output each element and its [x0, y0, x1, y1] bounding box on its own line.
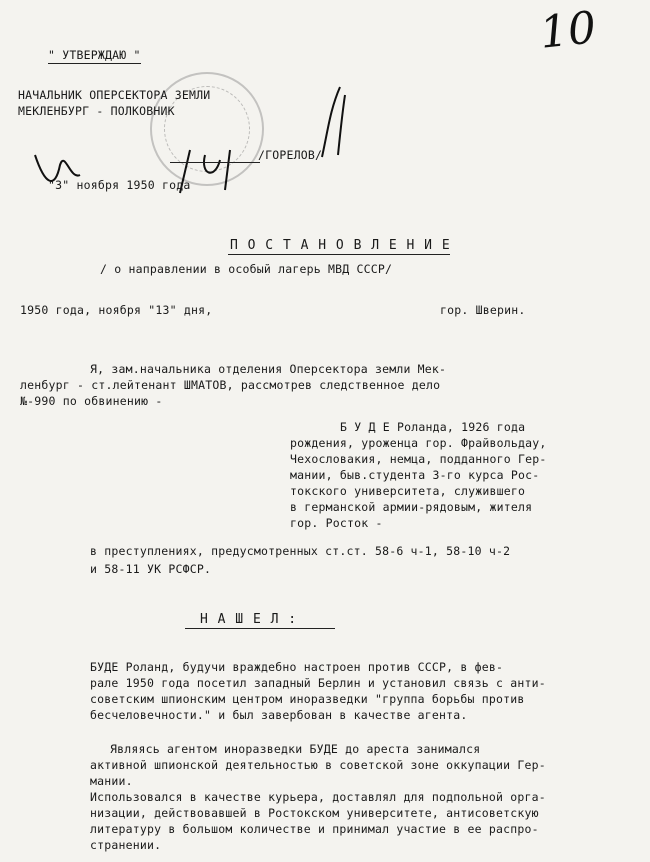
- title-underline: [228, 254, 450, 255]
- approver-line-2: МЕКЛЕНБУРГ - ПОЛКОВНИК: [18, 104, 175, 118]
- paragraph1-line-2: рале 1950 года посетил западный Берлин и установил связь с анти-: [90, 676, 546, 690]
- accused-line-7: гор. Росток -: [290, 516, 383, 530]
- approver-line-1: НАЧАЛЬНИК ОПЕРСЕКТОРА ЗЕМЛИ: [18, 88, 211, 102]
- paragraph2-line-4: Использовался в качестве курьера, доставлял для подпольной орга-: [90, 790, 546, 804]
- accused-line-4: мании, быв.студента 3-го курса Рос-: [290, 468, 540, 482]
- accused-line-2: рождения, уроженца гор. Фрайвольдау,: [290, 436, 547, 450]
- paragraph1-line-3: советским шпионским центром иноразведки "группа борьбы против: [90, 692, 525, 706]
- page-number: 10: [537, 2, 599, 59]
- intro-line-2: ленбург - ст.лейтенант ШМАТОВ, рассмотрев следственное дело: [20, 378, 441, 392]
- intro-line-3: №-990 по обвинению -: [20, 394, 163, 408]
- place-date-right: гор. Шверин.: [440, 303, 526, 317]
- charges-line-1: в преступлениях, предусмотренных ст.ст. 58-6 ч-1, 58-10 ч-2: [90, 544, 511, 558]
- paragraph2-line-2: активной шпионской деятельностью в советской зоне оккупации Гер-: [90, 758, 546, 772]
- paragraph1-line-1: БУДЕ Роланд, будучи враждебно настроен против СССР, в фев-: [90, 660, 504, 674]
- paragraph2-line-1: Являясь агентом иноразведки БУДЕ до ареста занимался: [110, 742, 481, 756]
- approver-name: /ГОРЕЛОВ/: [258, 148, 323, 162]
- place-date-left: 1950 года, ноября "13" дня,: [20, 303, 213, 317]
- accused-line-1: Б У Д Е Роланда, 1926 года: [340, 420, 526, 434]
- approve-date: "3" ноября 1950 года: [48, 178, 191, 192]
- paragraph2-line-7: странении.: [90, 838, 162, 852]
- found-header: Н А Ш Е Л :: [200, 612, 298, 627]
- paragraph2-line-3: мании.: [90, 774, 133, 788]
- intro-line-1: Я, зам.начальника отделения Оперсектора земли Мек-: [90, 362, 447, 376]
- accused-line-3: Чехословакия, немца, подданного Гер-: [290, 452, 547, 466]
- accused-line-6: в германской армии-рядовым, жителя: [290, 500, 533, 514]
- charges-line-2: и 58-11 УК РСФСР.: [90, 562, 212, 576]
- paragraph1-line-4: бесчеловечности." и был завербован в качестве агента.: [90, 708, 468, 722]
- approve-header: " УТВЕРЖДАЮ ": [48, 48, 141, 62]
- paragraph2-line-6: литературу в большом количестве и принимал участие в ее распро-: [90, 822, 539, 836]
- paragraph2-line-5: низации, действовавшей в Ростокском университете, антисоветскую: [90, 806, 539, 820]
- signature-line: [170, 162, 260, 163]
- found-underline: [185, 628, 335, 629]
- document-title: П О С Т А Н О В Л Е Н И Е: [230, 238, 451, 253]
- document-subtitle: / о направлении в особый лагерь МВД СССР/: [100, 262, 393, 276]
- accused-line-5: токского университета, служившего: [290, 484, 526, 498]
